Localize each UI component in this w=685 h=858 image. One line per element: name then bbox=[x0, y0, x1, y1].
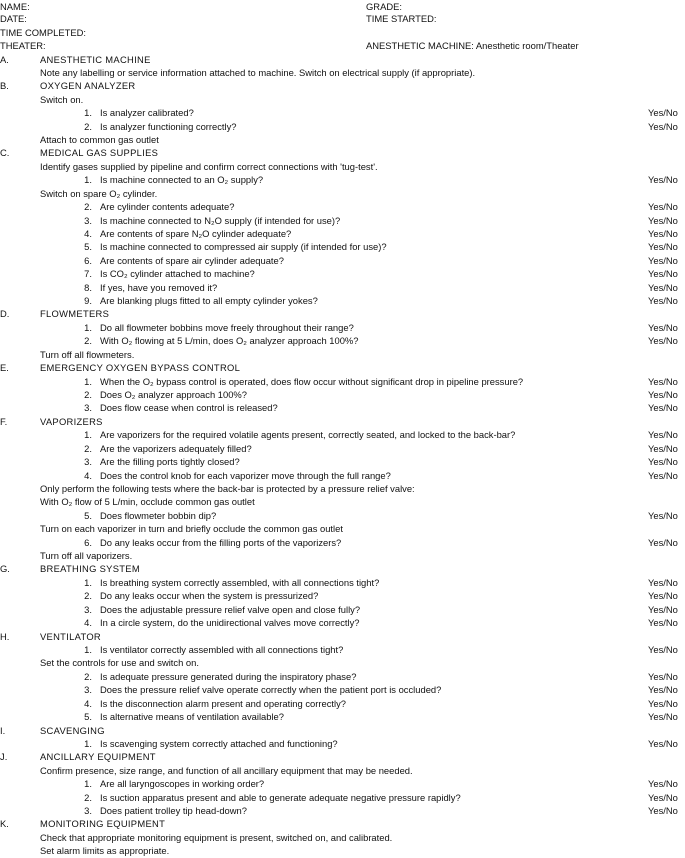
yes-no-answer[interactable]: Yes/No bbox=[648, 321, 678, 333]
question-text: Are the vaporizers adequately filled? bbox=[100, 442, 252, 454]
section-letter: B. bbox=[0, 80, 9, 92]
question-text: Does the control knob for each vaporizer move through the full range? bbox=[100, 469, 391, 481]
instruction-line bbox=[0, 133, 685, 146]
checklist-question bbox=[0, 469, 685, 482]
section-letter: I. bbox=[0, 724, 6, 736]
yes-no-answer[interactable]: Yes/No bbox=[648, 174, 678, 186]
question-text: Does patient trolley tip head-down? bbox=[100, 805, 247, 817]
question-text: Do any leaks occur when the system is pressurized? bbox=[100, 590, 319, 602]
checklist-question bbox=[0, 200, 685, 213]
question-number: 6. bbox=[84, 536, 92, 548]
yes-no-answer[interactable]: Yes/No bbox=[648, 670, 678, 682]
instruction-text: Set alarm limits as appropriate. bbox=[40, 845, 170, 857]
question-number: 3. bbox=[84, 456, 92, 468]
question-number: 1. bbox=[84, 737, 92, 749]
instruction-text: Identify gases supplied by pipeline and confirm correct connections with 'tug-test'. bbox=[40, 160, 378, 172]
checklist-question bbox=[0, 603, 685, 616]
question-text: Is CO₂ cylinder attached to machine? bbox=[100, 268, 255, 280]
section-title: SCAVENGING bbox=[40, 724, 105, 736]
checklist-question bbox=[0, 334, 685, 347]
section-title: VAPORIZERS bbox=[40, 415, 103, 427]
checklist-question bbox=[0, 214, 685, 227]
instruction-line bbox=[0, 348, 685, 361]
section-letter: F. bbox=[0, 415, 8, 427]
grade-label: GRADE: bbox=[366, 1, 402, 12]
section-title: MONITORING EQUIPMENT bbox=[40, 818, 166, 830]
section-title: FLOWMETERS bbox=[40, 308, 110, 320]
section-letter: E. bbox=[0, 362, 9, 374]
header-row-3 bbox=[0, 26, 685, 39]
yes-no-answer[interactable]: Yes/No bbox=[648, 590, 678, 602]
checklist-question bbox=[0, 267, 685, 280]
question-text: Is analyzer calibrated? bbox=[100, 107, 194, 119]
instruction-line bbox=[0, 522, 685, 535]
question-text: Is adequate pressure generated during the inspiratory phase? bbox=[100, 670, 357, 682]
yes-no-answer[interactable]: Yes/No bbox=[648, 429, 678, 441]
section-heading bbox=[0, 562, 685, 575]
name-label: NAME: bbox=[0, 1, 30, 12]
section-title: OXYGEN ANALYZER bbox=[40, 80, 136, 92]
question-number: 3. bbox=[84, 402, 92, 414]
header-row-2 bbox=[0, 12, 685, 25]
section-title: MEDICAL GAS SUPPLIES bbox=[40, 147, 159, 159]
checklist-question bbox=[0, 791, 685, 804]
yes-no-answer[interactable]: Yes/No bbox=[648, 536, 678, 548]
question-number: 1. bbox=[84, 643, 92, 655]
checklist-question bbox=[0, 428, 685, 441]
yes-no-answer[interactable]: Yes/No bbox=[648, 617, 678, 629]
yes-no-answer[interactable]: Yes/No bbox=[648, 778, 678, 790]
section-letter: H. bbox=[0, 630, 10, 642]
yes-no-answer[interactable]: Yes/No bbox=[648, 201, 678, 213]
question-number: 4. bbox=[84, 227, 92, 239]
checklist-question bbox=[0, 710, 685, 723]
checklist-question bbox=[0, 281, 685, 294]
time-started-label: TIME STARTED: bbox=[366, 13, 437, 24]
instruction-text: Turn on each vaporizer in turn and briefly occlude the common gas outlet bbox=[40, 523, 343, 535]
time-completed-label: TIME COMPLETED: bbox=[0, 27, 86, 38]
instruction-text: Set the controls for use and switch on. bbox=[40, 657, 199, 669]
section-heading bbox=[0, 750, 685, 763]
section-title: ANESTHETIC MACHINE bbox=[40, 53, 151, 65]
question-text: Is machine connected to N₂O supply (if intended for use)? bbox=[100, 214, 341, 226]
section-letter: G. bbox=[0, 563, 10, 575]
checklist-question bbox=[0, 697, 685, 710]
checklist-question bbox=[0, 536, 685, 549]
yes-no-answer[interactable]: Yes/No bbox=[648, 402, 678, 414]
instruction-text: Switch on spare O₂ cylinder. bbox=[40, 187, 158, 199]
section-letter: A. bbox=[0, 53, 9, 65]
question-number: 5. bbox=[84, 509, 92, 521]
section-letter: K. bbox=[0, 818, 9, 830]
checklist-question bbox=[0, 670, 685, 683]
yes-no-answer[interactable]: Yes/No bbox=[648, 295, 678, 307]
checklist-question bbox=[0, 173, 685, 186]
question-text: Does the pressure relief valve operate correctly when the patient port is occluded? bbox=[100, 684, 442, 696]
question-number: 1. bbox=[84, 321, 92, 333]
question-number: 5. bbox=[84, 241, 92, 253]
checklist-question bbox=[0, 401, 685, 414]
question-number: 3. bbox=[84, 684, 92, 696]
yes-no-answer[interactable]: Yes/No bbox=[648, 254, 678, 266]
checklist-question bbox=[0, 388, 685, 401]
question-number: 1. bbox=[84, 375, 92, 387]
question-number: 4. bbox=[84, 697, 92, 709]
section-heading bbox=[0, 53, 685, 66]
checklist-question bbox=[0, 227, 685, 240]
date-label: DATE: bbox=[0, 13, 27, 24]
question-number: 2. bbox=[84, 335, 92, 347]
question-text: If yes, have you removed it? bbox=[100, 281, 218, 293]
checklist-question bbox=[0, 455, 685, 468]
question-text: Are the filling ports tightly closed? bbox=[100, 456, 240, 468]
yes-no-answer[interactable]: Yes/No bbox=[648, 737, 678, 749]
instruction-line bbox=[0, 160, 685, 173]
section-heading bbox=[0, 361, 685, 374]
question-text: Does the adjustable pressure relief valve open and close fully? bbox=[100, 603, 361, 615]
question-text: When the O₂ bypass control is operated, does flow occur without significant drop in pipeline pressure? bbox=[100, 375, 524, 387]
instruction-text: With O₂ flow of 5 L/min, occlude common gas outlet bbox=[40, 496, 255, 508]
instruction-line bbox=[0, 831, 685, 844]
question-text: Is breathing system correctly assembled, with all connections tight? bbox=[100, 576, 380, 588]
yes-no-answer[interactable]: Yes/No bbox=[648, 268, 678, 280]
question-text: Are blanking plugs fitted to all empty cylinder yokes? bbox=[100, 295, 318, 307]
yes-no-answer[interactable]: Yes/No bbox=[648, 120, 678, 132]
question-text: Is alternative means of ventilation available? bbox=[100, 711, 284, 723]
section-heading bbox=[0, 146, 685, 159]
yes-no-answer[interactable]: Yes/No bbox=[648, 576, 678, 588]
question-text: Are contents of spare air cylinder adequate? bbox=[100, 254, 284, 266]
question-number: 2. bbox=[84, 670, 92, 682]
checklist-question bbox=[0, 576, 685, 589]
question-text: Is analyzer functioning correctly? bbox=[100, 120, 237, 132]
question-number: 1. bbox=[84, 429, 92, 441]
section-heading bbox=[0, 724, 685, 737]
instruction-line bbox=[0, 764, 685, 777]
instruction-line bbox=[0, 482, 685, 495]
question-number: 4. bbox=[84, 617, 92, 629]
checklist-question bbox=[0, 777, 685, 790]
checklist-question bbox=[0, 737, 685, 750]
checklist-question bbox=[0, 616, 685, 629]
section-heading bbox=[0, 630, 685, 643]
yes-no-answer[interactable]: Yes/No bbox=[648, 335, 678, 347]
question-number: 6. bbox=[84, 254, 92, 266]
question-number: 2. bbox=[84, 201, 92, 213]
question-number: 3. bbox=[84, 805, 92, 817]
question-number: 1. bbox=[84, 778, 92, 790]
yes-no-answer[interactable]: Yes/No bbox=[648, 456, 678, 468]
instruction-line bbox=[0, 187, 685, 200]
question-text: Do any leaks occur from the filling ports of the vaporizers? bbox=[100, 536, 342, 548]
question-text: Is scavenging system correctly attached and functioning? bbox=[100, 737, 338, 749]
question-number: 4. bbox=[84, 469, 92, 481]
yes-no-answer[interactable]: Yes/No bbox=[648, 603, 678, 615]
yes-no-answer[interactable]: Yes/No bbox=[648, 214, 678, 226]
question-text: Are cylinder contents adequate? bbox=[100, 201, 235, 213]
yes-no-answer[interactable]: Yes/No bbox=[648, 375, 678, 387]
yes-no-answer[interactable]: Yes/No bbox=[648, 389, 678, 400]
section-letter: C. bbox=[0, 147, 10, 159]
section-title: BREATHING SYSTEM bbox=[40, 563, 140, 575]
checklist-question bbox=[0, 254, 685, 267]
instruction-text: Attach to common gas outlet bbox=[40, 134, 159, 146]
section-heading bbox=[0, 817, 685, 830]
checklist-question bbox=[0, 321, 685, 334]
section-title: VENTILATOR bbox=[40, 630, 101, 642]
question-number: 2. bbox=[84, 791, 92, 803]
checklist-question bbox=[0, 643, 685, 656]
theater-label: THEATER: bbox=[0, 40, 46, 51]
machine-location-label: ANESTHETIC MACHINE: Anesthetic room/Theater bbox=[366, 40, 579, 51]
question-text: Does O₂ analyzer approach 100%? bbox=[100, 389, 247, 400]
question-text: Are all laryngoscopes in working order? bbox=[100, 778, 265, 790]
yes-no-answer[interactable]: Yes/No bbox=[648, 805, 678, 817]
question-text: Do all flowmeter bobbins move freely throughout their range? bbox=[100, 321, 354, 333]
yes-no-answer[interactable]: Yes/No bbox=[648, 107, 678, 119]
header-row-4 bbox=[0, 39, 685, 52]
question-text: Are vaporizers for the required volatile agents present, correctly seated, and locked to the back-bar? bbox=[100, 429, 516, 441]
question-number: 5. bbox=[84, 711, 92, 723]
yes-no-answer[interactable]: Yes/No bbox=[648, 711, 678, 723]
instruction-line bbox=[0, 844, 685, 857]
yes-no-answer[interactable]: Yes/No bbox=[648, 241, 678, 253]
checklist-question bbox=[0, 294, 685, 307]
yes-no-answer[interactable]: Yes/No bbox=[648, 697, 678, 709]
question-number: 7. bbox=[84, 268, 92, 280]
section-heading bbox=[0, 79, 685, 92]
question-number: 2. bbox=[84, 120, 92, 132]
question-text: Is machine connected to an O₂ supply? bbox=[100, 174, 264, 186]
question-number: 9. bbox=[84, 295, 92, 307]
checklist-question bbox=[0, 589, 685, 602]
yes-no-answer[interactable]: Yes/No bbox=[648, 442, 678, 454]
question-number: 8. bbox=[84, 281, 92, 293]
question-number: 3. bbox=[84, 603, 92, 615]
checklist-question bbox=[0, 120, 685, 133]
yes-no-answer[interactable]: Yes/No bbox=[648, 469, 678, 481]
yes-no-answer[interactable]: Yes/No bbox=[648, 509, 678, 521]
question-number: 2. bbox=[84, 389, 92, 400]
question-text: Are contents of spare N₂O cylinder adequate? bbox=[100, 227, 292, 239]
instruction-text: Confirm presence, size range, and function of all ancillary equipment that may be needed. bbox=[40, 764, 413, 776]
instruction-line bbox=[0, 656, 685, 669]
section-title: EMERGENCY OXYGEN BYPASS CONTROL bbox=[40, 362, 241, 374]
section-title: ANCILLARY EQUIPMENT bbox=[40, 751, 156, 763]
question-text: With O₂ flowing at 5 L/min, does O₂ analyzer approach 100%? bbox=[100, 335, 359, 347]
instruction-text: Switch on. bbox=[40, 93, 84, 105]
instruction-line bbox=[0, 66, 685, 79]
question-number: 1. bbox=[84, 576, 92, 588]
question-text: Is ventilator correctly assembled with all connections tight? bbox=[100, 643, 344, 655]
question-text: Is suction apparatus present and able to generate adequate negative pressure rapidly? bbox=[100, 791, 461, 803]
question-text: Is the disconnection alarm present and operating correctly? bbox=[100, 697, 346, 709]
checklist-question bbox=[0, 804, 685, 817]
instruction-line bbox=[0, 93, 685, 106]
yes-no-answer[interactable]: Yes/No bbox=[648, 227, 678, 239]
section-letter: D. bbox=[0, 308, 10, 320]
question-number: 3. bbox=[84, 214, 92, 226]
instruction-text: Note any labelling or service information attached to machine. Switch on electrical supply (if appropriate). bbox=[40, 66, 476, 78]
yes-no-answer[interactable]: Yes/No bbox=[648, 281, 678, 293]
section-heading bbox=[0, 415, 685, 428]
question-number: 2. bbox=[84, 442, 92, 454]
instruction-text: Only perform the following tests where the back-bar is protected by a pressure relief valve: bbox=[40, 482, 415, 494]
question-text: Does flowmeter bobbin dip? bbox=[100, 509, 217, 521]
question-number: 2. bbox=[84, 590, 92, 602]
question-text: In a circle system, do the unidirectional valves move correctly? bbox=[100, 617, 360, 629]
question-text: Does flow cease when control is released? bbox=[100, 402, 278, 414]
checklist-question bbox=[0, 375, 685, 388]
checklist-question bbox=[0, 442, 685, 455]
checklist-question bbox=[0, 240, 685, 253]
section-heading bbox=[0, 307, 685, 320]
yes-no-answer[interactable]: Yes/No bbox=[648, 684, 678, 696]
checklist-question bbox=[0, 683, 685, 696]
checklist-question bbox=[0, 509, 685, 522]
instruction-text: Turn off all flowmeters. bbox=[40, 348, 135, 360]
question-text: Is machine connected to compressed air supply (if intended for use)? bbox=[100, 241, 387, 253]
section-letter: J. bbox=[0, 751, 8, 763]
instruction-line bbox=[0, 495, 685, 508]
yes-no-answer[interactable]: Yes/No bbox=[648, 643, 678, 655]
instruction-text: Turn off all vaporizers. bbox=[40, 550, 133, 562]
question-number: 1. bbox=[84, 174, 92, 186]
yes-no-answer[interactable]: Yes/No bbox=[648, 791, 678, 803]
checklist-question bbox=[0, 106, 685, 119]
instruction-line bbox=[0, 549, 685, 562]
instruction-text: Check that appropriate monitoring equipment is present, switched on, and calibrated. bbox=[40, 831, 393, 843]
question-number: 1. bbox=[84, 107, 92, 119]
